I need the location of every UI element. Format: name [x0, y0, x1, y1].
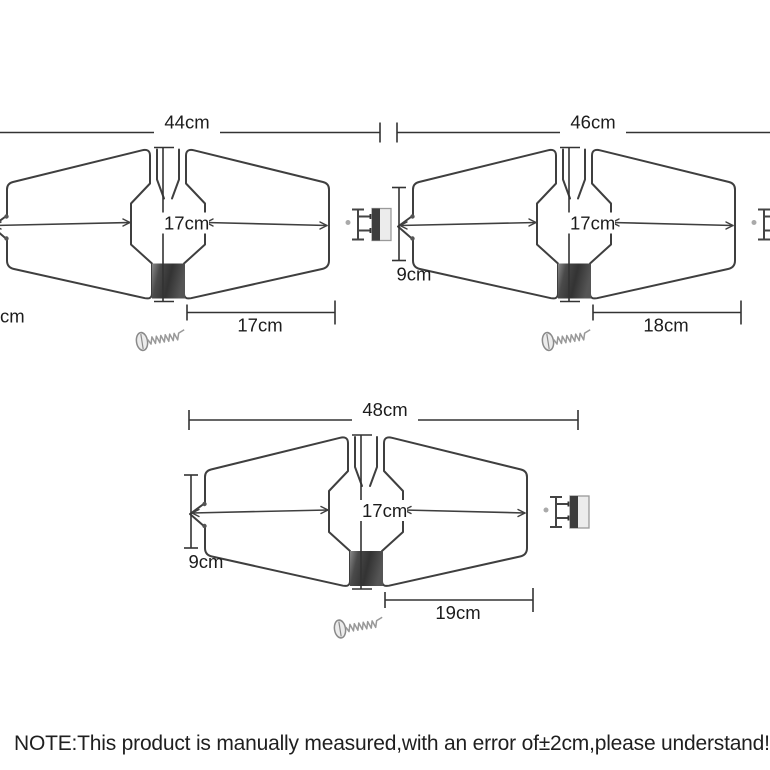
- total-width-label: 48cm: [362, 399, 408, 420]
- center-height-label: 17cm: [570, 212, 616, 234]
- bottom-length-label: 18cm: [643, 314, 689, 336]
- frame-diagram-bottom-center: [184, 399, 589, 639]
- end-height-label: 9cm: [396, 263, 432, 285]
- bottom-length-label: 17cm: [237, 314, 283, 336]
- total-width-label: 46cm: [570, 111, 616, 133]
- center-height-label: 17cm: [362, 500, 408, 521]
- note-text: NOTE:This product is manually measured,with an error of±2cm,please understand!: [14, 732, 770, 755]
- total-width-label: 44cm: [164, 111, 210, 133]
- center-height-label: 17cm: [164, 212, 210, 234]
- frame-diagram-top-left: [0, 112, 391, 352]
- bottom-length-label: 19cm: [435, 602, 481, 623]
- frame-diagram-top-right: [392, 112, 770, 352]
- end-height-label: 9cm: [188, 551, 224, 572]
- end-height-label: cm: [0, 305, 25, 327]
